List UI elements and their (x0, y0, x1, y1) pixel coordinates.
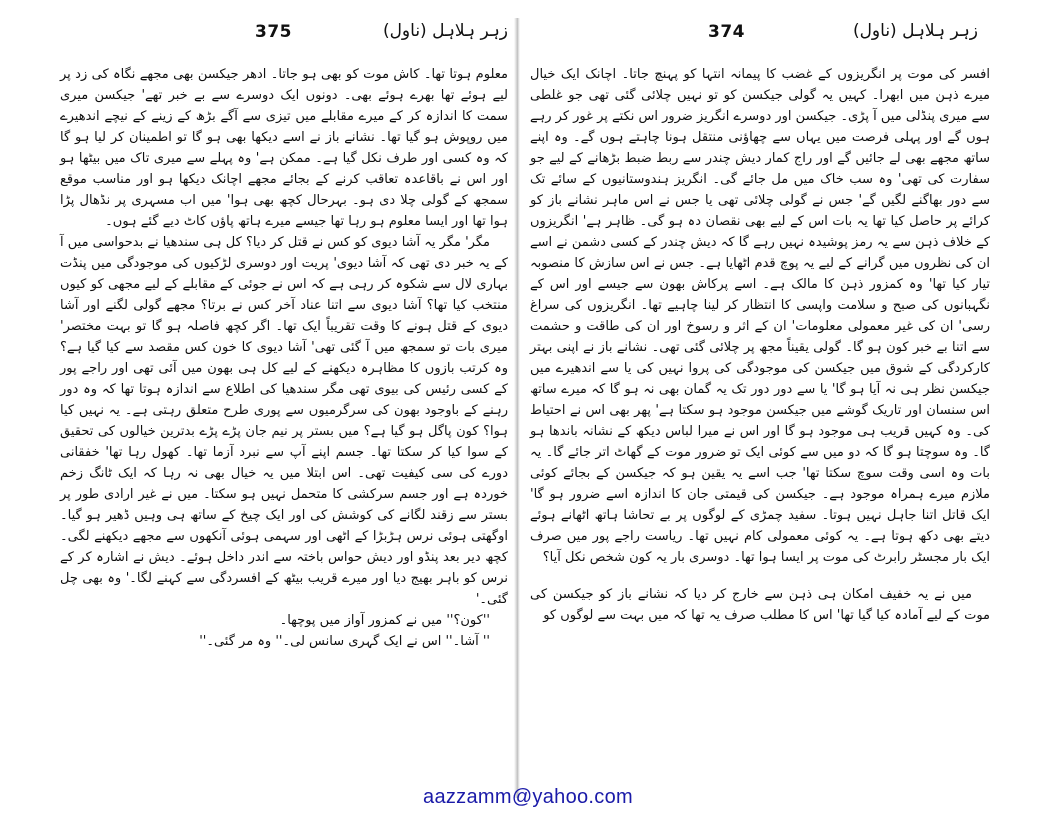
running-head: زہر ہلاہل (ناول) (852, 21, 978, 41)
page-body (60, 64, 508, 652)
footer-email: aazzamm@yahoo.com (423, 786, 633, 808)
page-body (530, 64, 990, 626)
page-header (530, 22, 990, 52)
running-head: زہر ہلاہل (ناول) (382, 21, 508, 41)
book-gutter (514, 18, 520, 798)
paragraph: معلوم ہوتا تھا۔ کاش موت کو بھی ہو جاتا۔ ادھر جیکسن بھی مجھے نگاہ کی زد پر لیے ہوئے تھا بھرے ہوئے بھی۔ دونوں ایک دوسرے سے بے خبر تھے' جیکسن میری سمت کا اندازہ کر کے میرے مقابلے میں تیزی سے آگے بڑھ کے زینے کے نیچے اندھیرے میں روپوش ہو گیا تھا۔ نشانے باز نے اسے دیکھا بھی ہو گا تو اطمینان کر لیا ہو گا کہ وہ کسی اور طرف نکل گیا ہے۔ ممکن ہے' وہ پہلے سے میری تاک میں بیٹھا ہو اور اس نے باقاعدہ تعاقب کرنے کے بجائے مجھے اچانک دیکھا ہو اور مناسب موقع سمجھ کے گولی چلا دی ہو۔ بہرحال کچھ بھی ہوا' میں اب مسہری پر نڈھال پڑا ہوا تھا اور ایسا معلوم ہو رہا تھا جیسے میرے ہاتھ پاؤں کاٹ دیے گئے ہوں۔ (60, 67, 508, 229)
page-375 (60, 0, 508, 800)
paragraph: میں نے یہ خفیف امکان ہی ذہن سے خارج کر دیا کہ نشانے باز کو جیکسن کی موت کے لیے آمادہ کیا گیا تھا' اس کا مطلب صرف یہ تھا کہ میں بہت سے لوگوں کو (530, 587, 990, 623)
page-number: 374 (708, 22, 745, 42)
paragraph: افسر کی موت پر انگریزوں کے غضب کا پیمانہ انتہا کو پہنچ جاتا۔ اچانک ایک خیال میرے ذہن میں ابھرا۔ کہیں یہ گولی جیکسن کو تو نہیں چلائی گئی تھی جو غلطی سے میری پنڈلی میں آ پڑی۔ جیکسن اور دوسرے انگریز ضرور اس نکتے پر غور کر رہے ہوں گے اور پہلی فرصت میں یہاں سے چھاؤنی منتقل ہونا چاہتے ہوں گے۔ وہ اپنے ساتھ مجھے بھی لے جائیں گے اور راج کمار دیش چندر سے ربط ضبط بڑھانے کے لیے جو سفارت کی تھی' وہ سب خاک میں مل جائے گی۔ انگریز ہندوستانیوں کے سائے تک سے دور بھاگنے لگیں گے' جس نے گولی چلائی تھی یا جس نے اس ماہر نشانے باز کو کرائے پر حاصل کیا تھا یہ بات اس کے لیے بھی نقصان دہ ہو گی۔ ظاہر ہے' انگریزوں کے خلاف ذہن سے یہ رمز پوشیدہ نہیں رہے گا کہ دیش چندر کے کسی دشمن نے اسے ان کی نظروں میں گرانے کے لیے یہ پوچ قدم اٹھایا ہے۔ جس نے اس سازش کا منصوبہ تیار کیا تھا' وہ کمزور ذہن کا مالک ہے۔ اسے پرکاش بھون سے جیسے اور اس کے نگہبانوں کی صبح و سلامت واپسی کا انتظار کر لینا چاہیے تھا۔ انگریزوں کی سراغ رسی' ان کی غیر معمولی معلومات' ان کے اثر و رسوخ اور ان کی طاقت و حشمت سے اتنا بے خبر کون ہو گا۔ گولی یقیناً مجھ پر چلائی گئی تھی۔ نشانے باز نے اپنی بہتر کارکردگی کے شوق میں جیکسن کی موجودگی کی پروا نہیں کی یا سے اندھیرے میں جیکسن نظر ہی نہ آیا ہو گا' یا سے دور دور تک یہ گمان بھی نہ ہو گا کہ میرے ساتھ اس سنسان اور تاریک گوشے میں جیکسن موجود ہو سکتا ہے' پھر بھی اس نے احتیاط کی۔ وہ کہیں قریب ہی موجود ہو گا اور اس نے میرا لباس دیکھ کے نشانہ باندھا ہو گا۔ وہ سوچتا ہو گا کہ دو میں سے کوئی ایک تو ضرور موت کے گھاٹ اتر جائے گا۔ یہ بات وہ اسی وقت سوچ سکتا تھا' جب اسے یہ یقین ہو کہ جیکسن کے بجائے کوئی ملازم میرے ہمراہ موجود ہے۔ جیکسن کی قیمتی جان کا اندازہ اسے ضرور ہو گا' ایک قاتل اتنا جاہل نہیں ہوتا۔ سفید چمڑی کے لوگوں پر بے تحاشا ہاتھ اٹھانے ہوئے دیتے بھی دکھ ہوتا ہے۔ یہ کوئی معمولی کام نہیں تھا۔ ریاست راجے پور میں صرف ایک بار مجسٹر رابرٹ کی موت پر ایسا ہوا تھا۔ دوسری بار یہ کون شخص نکل آیا؟ (530, 67, 990, 565)
paragraph: مگر' مگر یہ آشا دیوی کو کس نے قتل کر دیا؟ کل ہی سندھیا نے بدحواسی میں آ کے یہ خبر دی تھی کہ آشا دیوی' پریت اور دوسری لڑکیوں کی موجودگی میں پنڈت بہاری لال سے شکوہ کر رہی ہے کہ اس نے جوئی کے مقابلے کے لیے مجھی کو کیوں منتخب کیا تھا؟ آشا دیوی سے اتنا عناد آخر کس نے برتا؟ مجھے گولی لگنے اور آشا دیوی کے قتل ہونے کا وقت تقریباً ایک تھا۔ اگر کچھ فاصلہ ہو گا تو بہت مختصر' میری بات تو سمجھ میں آ گئی تھی' آشا دیوی کا خون کس مقصد سے کیا گیا ہے؟ وہ کرتب بازوں کا مظاہرہ دیکھنے کے لیے کل ہی بھون میں آئی تھی اور راجے پور کے کسی رئیس کی بیوی تھی مگر سندھیا کی اطلاع سے اندازہ ہوتا تھا کہ وہ دور رہنے کے باوجود بھون کی سرگرمیوں سے پوری طرح متعلق رہتی ہے۔ یہ نہیں کیا ہوا؟ کون پاگل ہو گیا ہے؟ میں بستر پر نیم جان پڑے پڑے بدترین خیالوں کی تحقیق کے سوا کیا کر سکتا تھا۔ جسم اپنے آپ سے نبرد آزما تھا۔ کھول رہا تھا' خفقانی دورے کی سی کیفیت تھی۔ اس ابتلا میں یہ خیال بھی نہ رہا کہ ایک ٹانگ زخم خوردہ ہے اور جسم سرکشی کا متحمل نہیں ہو سکتا۔ میں نے غیر ارادی طور پر بستر سے زقند لگانے کی کوشش کی اور ایک چیخ کے ساتھ ہی وہیں ڈھیر ہو گیا۔ اوگھتی ہوئی نرس ہڑبڑا کے اٹھی اور سہمی ہوئی آنکھوں سے مجھے دیکھنے لگی۔ کچھ دیر بعد پنڈو اور دیش حواس باختہ سے اندر داخل ہوئے۔ دیش نے اشارہ کر کے نرس کو باہر بھیج دیا اور میرے قریب بیٹھ کے افسردگی سے کہنے لگا۔' وہ بھی چل گئی۔' (60, 235, 508, 607)
paragraph: '' آشا۔'' اس نے ایک گہری سانس لی۔'' وہ مر گئی۔'' (199, 634, 490, 649)
paragraph: ''کون؟'' میں نے کمزور آواز میں پوچھا۔ (279, 613, 490, 628)
page-374 (530, 0, 990, 800)
page-number: 375 (255, 22, 292, 42)
page-header (60, 22, 508, 52)
